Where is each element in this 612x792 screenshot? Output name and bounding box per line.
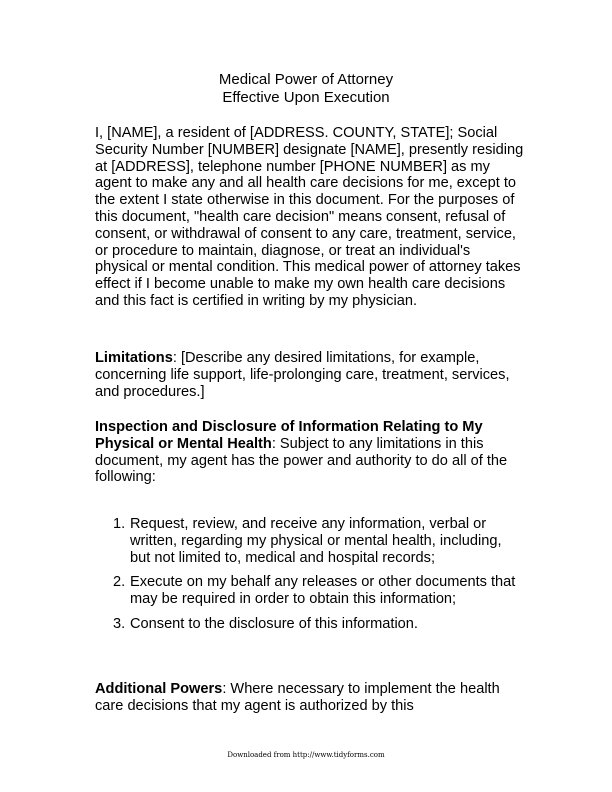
list-item-text: Execute on my behalf any releases or other documents that may be required in order to obtain this information; [130, 574, 516, 608]
limitations-paragraph [95, 350, 525, 400]
download-footer: Downloaded from http://www.tidyforms.com [227, 751, 385, 759]
limitations-label: Limitations [95, 350, 173, 366]
list-item [95, 616, 525, 633]
list-item [95, 574, 525, 608]
additional-powers-label: Additional Powers [95, 681, 223, 697]
list-item-text: Request, review, and receive any information, verbal or written, regarding my physical or mental health, including, but not limited to, medical and hospital records; [130, 516, 502, 566]
document-title [0, 71, 612, 107]
list-item-text: Consent to the disclosure of this information. [130, 615, 418, 632]
title-line-1: Medical Power of Attorney [218, 71, 394, 88]
list-item [95, 516, 525, 566]
inspection-paragraph [95, 419, 525, 486]
inspection-text: : Subject to any limitations in this document, my agent has the power and authority to do all of the following: [95, 435, 508, 486]
powers-list [95, 516, 525, 633]
additional-powers-paragraph [95, 681, 525, 715]
inspection-label: Inspection and Disclosure of Information Relating to My Physical or Mental Health [95, 419, 483, 452]
title-line-2: Effective Upon Execution [222, 89, 390, 106]
additional-powers-text: : Where necessary to implement the health care decisions that my agent is authorized by this [95, 681, 500, 714]
list-item-number: 1. [113, 516, 126, 532]
limitations-text: : [Describe any desired limitations, for example, concerning life support, life-prolonging care, treatment, services, and procedures.] [95, 350, 510, 400]
list-item-number: 3. [113, 615, 126, 632]
list-item-number: 2. [113, 574, 126, 591]
intro-paragraph: I, [NAME], a resident of [ADDRESS. COUNTY, STATE]; Social Security Number [NUMBER] designate [NAME], presently residing at [ADDRESS], telephone number [PHONE NUMBER] as my agent to make any and all health care decisions for me, except to the extent I state otherwise in this document. For the purposes of this document, "health care decision" means consent, refusal of consent, or withdrawal of consent to any care, treatment, service, or procedure to maintain, diagnose, or treat an individual's physical or mental condition. This medical power of attorney takes effect if I become unable to make my own health care decisions and this fact is certified in writing by my physician. [95, 125, 524, 309]
